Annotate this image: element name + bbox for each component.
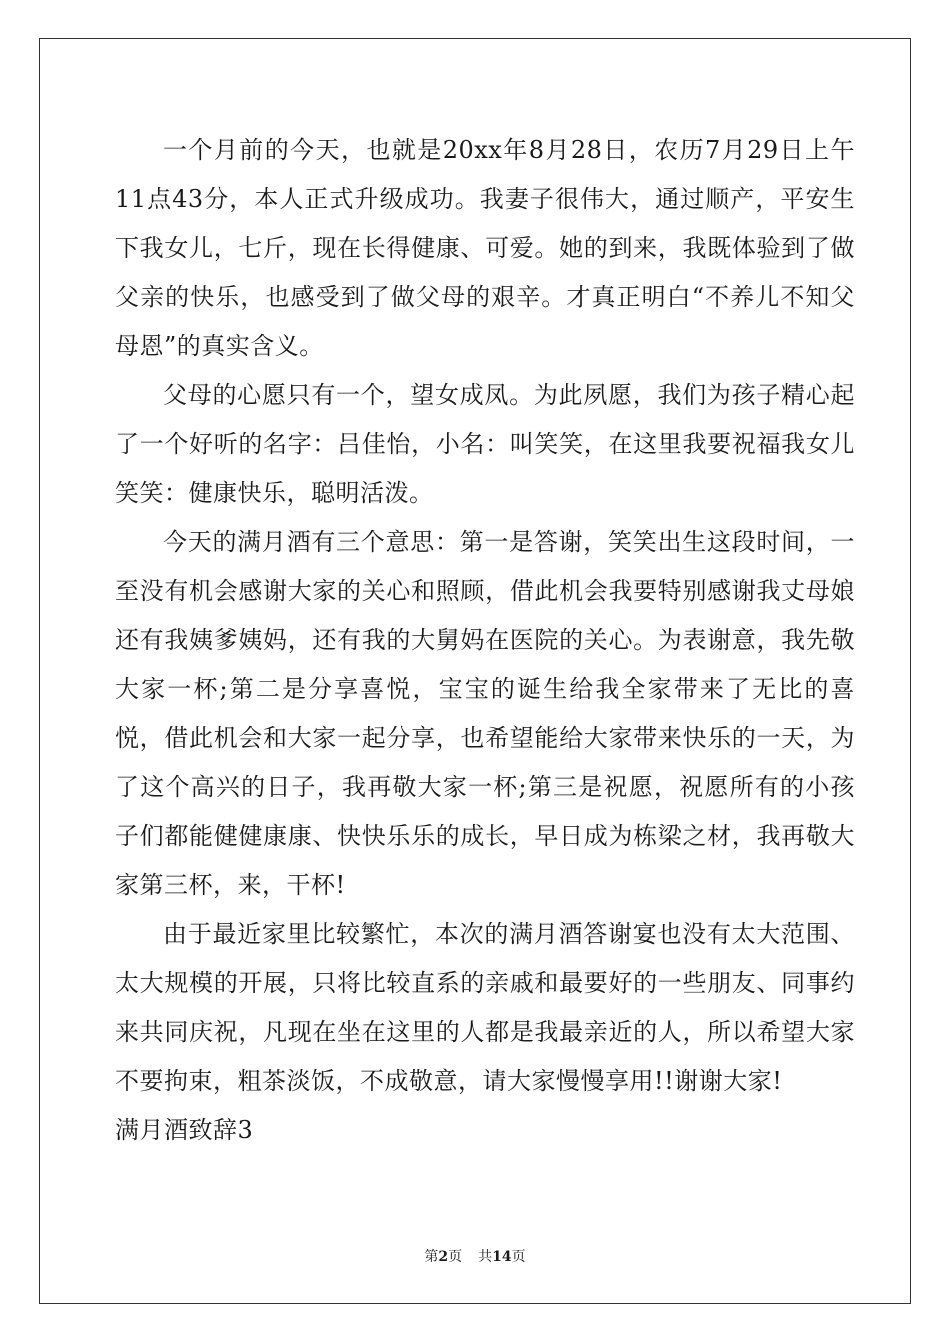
total-suffix: 页	[511, 1249, 526, 1265]
page-number: 2	[438, 1249, 449, 1265]
paragraph-naming: 父母的心愿只有一个，望女成凤。为此夙愿，我们为孩子精心起了一个好听的名字：吕佳怡，小名：叫笑笑，在这里我要祝福我女儿笑笑：健康快乐，聪明活泼。	[115, 381, 855, 507]
total-prefix: 共	[478, 1249, 493, 1265]
page-prefix: 第	[424, 1249, 439, 1265]
document-body	[115, 126, 855, 1155]
page-footer	[0, 1246, 950, 1266]
page-suffix: 页	[448, 1249, 463, 1265]
total-pages: 14	[492, 1249, 512, 1265]
paragraph-three-meanings: 今天的满月酒有三个意思：第一是答谢，笑笑出生这段时间，一至没有机会感谢大家的关心和照顾，借此机会我要特别感谢我丈母娘还有我姨爹姨妈，还有我的大舅妈在医院的关心。为表谢意，我先敬大家一杯;第二是分享喜悦，宝宝的诞生给我全家带来了无比的喜悦，借此机会和大家一起分享，也希望能给大家带来快乐的一天，为了这个高兴的日子，我再敬大家一杯;第三是祝愿，祝愿所有的小孩子们都能健健康康、快快乐乐的成长，早日成为栋梁之材，我再敬大家第三杯，来，干杯!	[115, 528, 855, 899]
paragraph-birth-announcement: 一个月前的今天，也就是20xx年8月28日，农历7月29日上午11点43分，本人正式升级成功。我妻子很伟大，通过顺产，平安生下我女儿，七斤，现在长得健康、可爱。她的到来，我既体验到了做父亲的快乐，也感受到了做父母的艰辛。才真正明白“不养儿不知父母恩”的真实含义。	[115, 136, 855, 360]
paragraph-closing: 由于最近家里比较繁忙，本次的满月酒答谢宴也没有太大范围、太大规模的开展，只将比较直系的亲戚和最要好的一些朋友、同事约来共同庆祝，凡现在坐在这里的人都是我最亲近的人，所以希望大家不要拘束，粗茶淡饭，不成敬意，请大家慢慢享用!!谢谢大家!	[115, 920, 855, 1095]
next-section-heading: 满月酒致辞3	[115, 1116, 254, 1144]
